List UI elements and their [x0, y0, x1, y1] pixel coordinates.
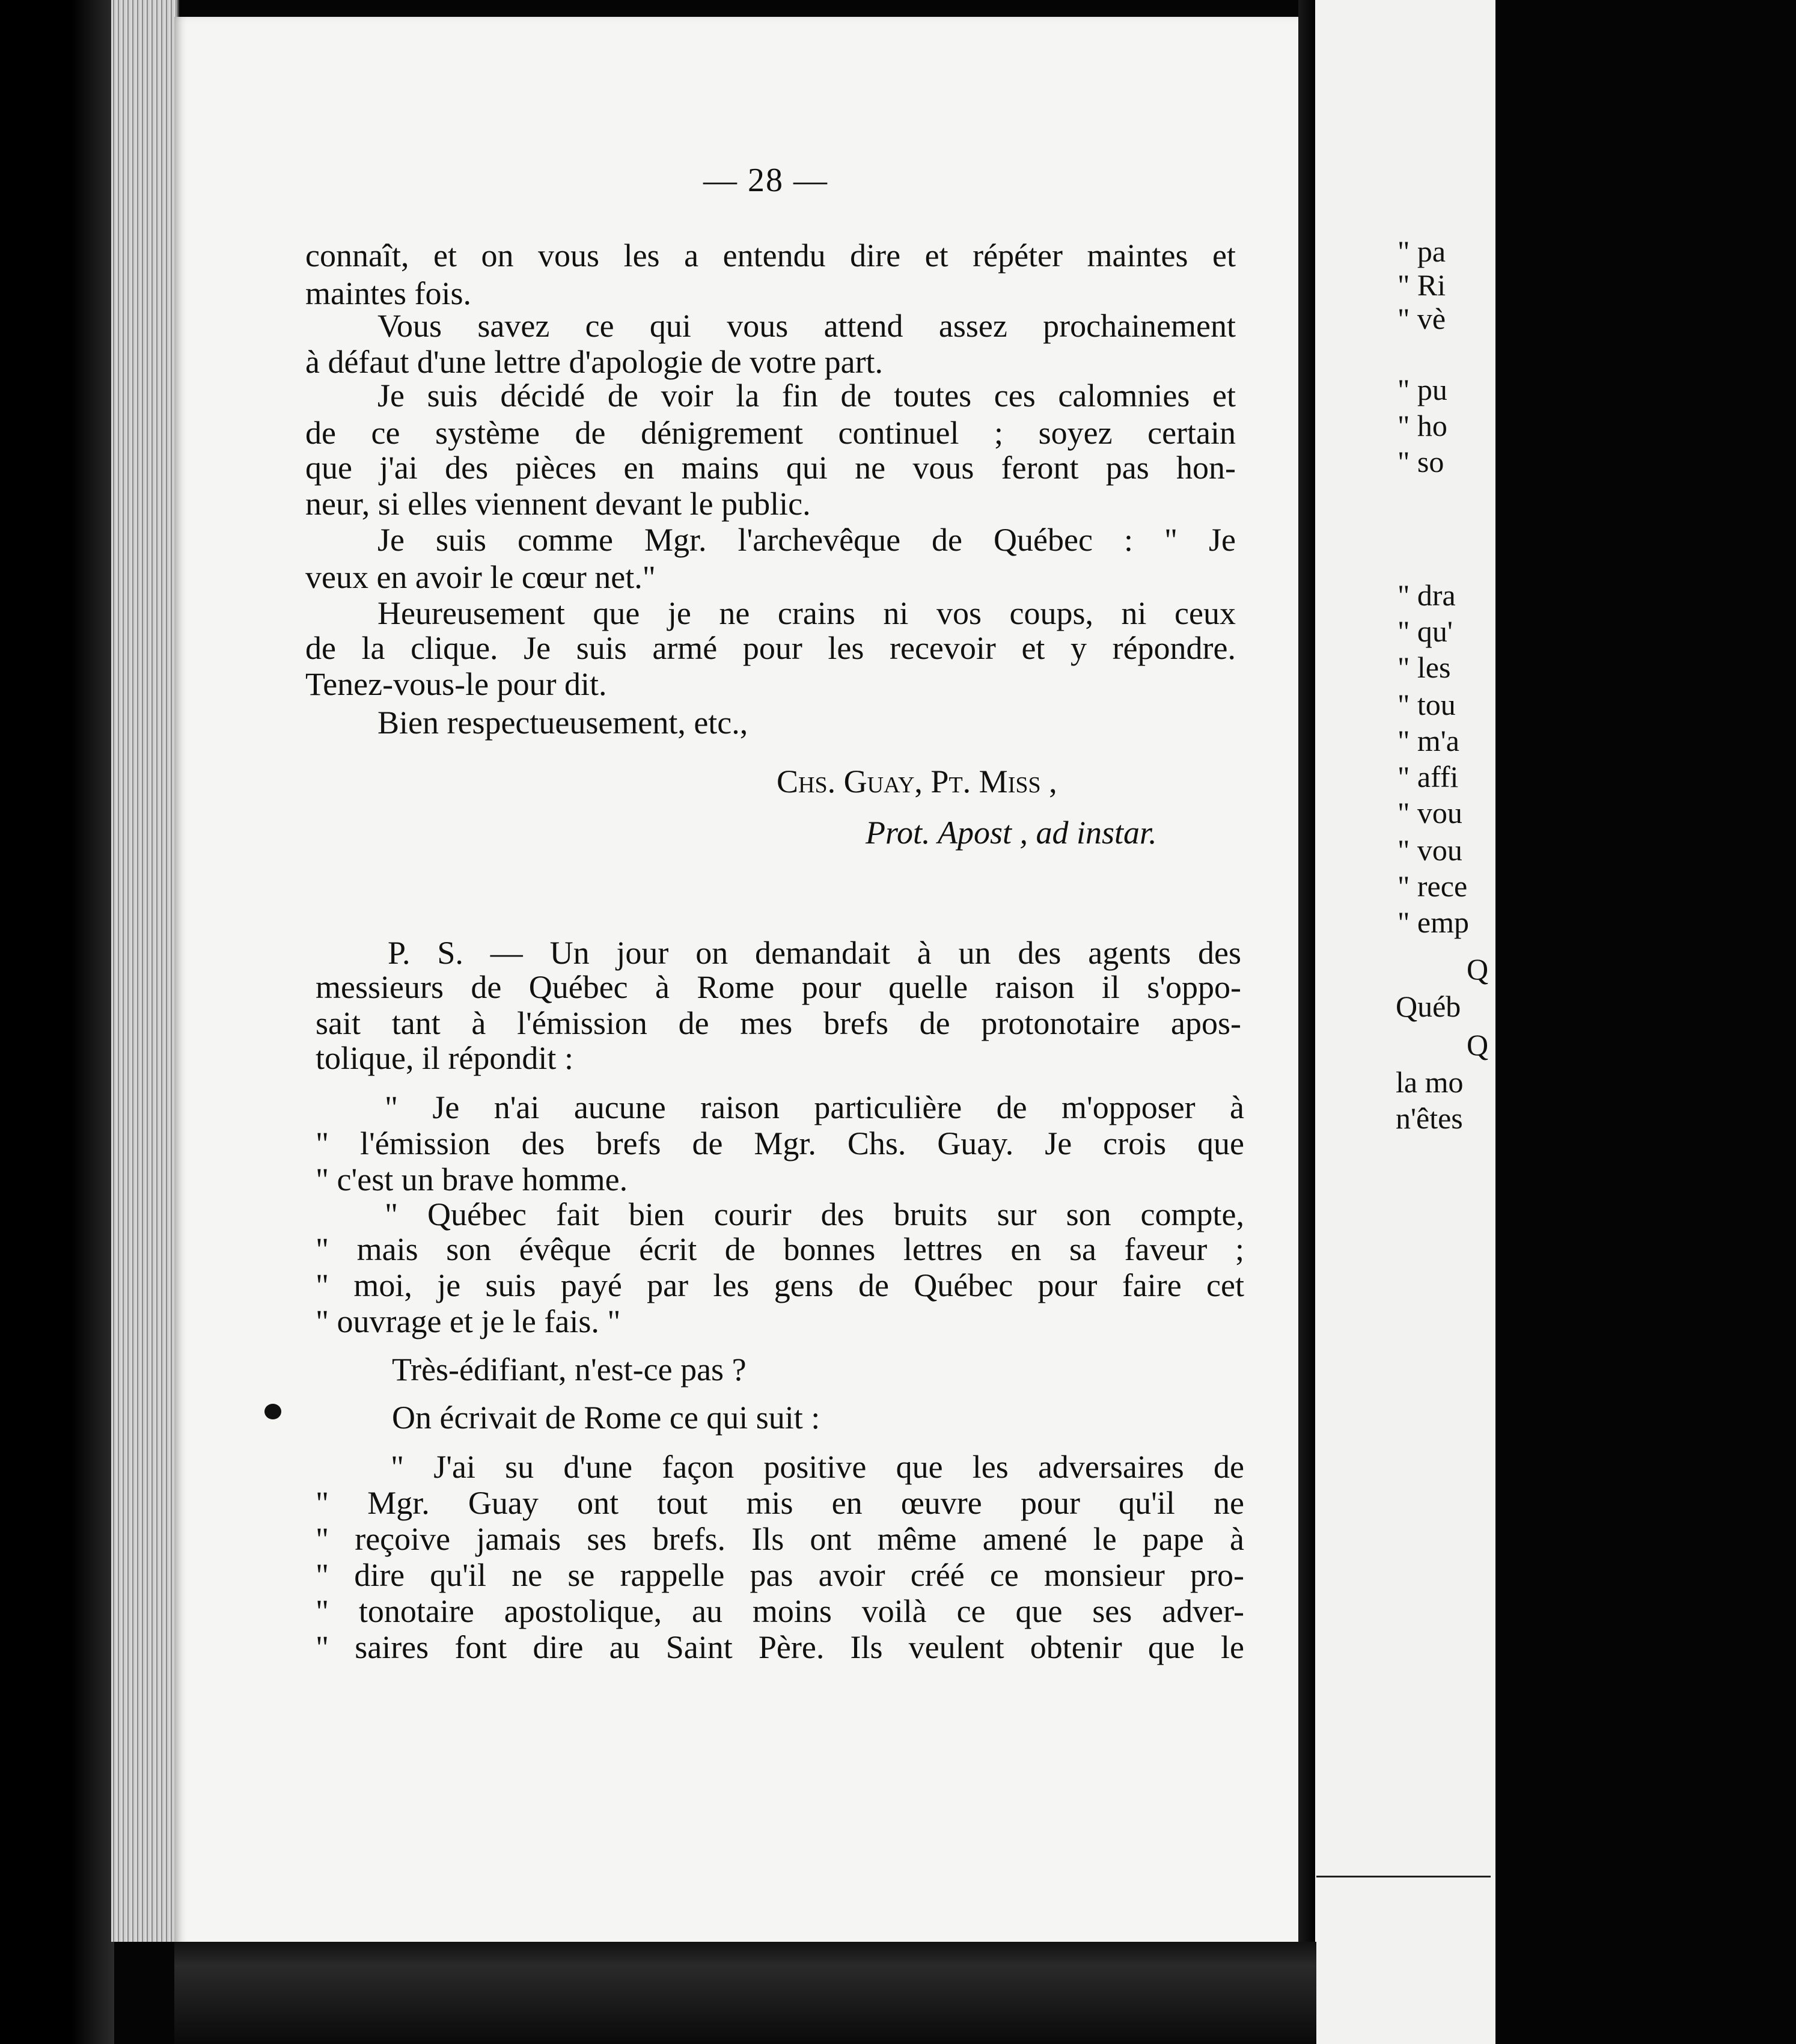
- ps-line: " reçoive jamais ses brefs. Ils ont même amené le pape à: [316, 1521, 1244, 1557]
- facing-page-fragment: " dra: [1397, 578, 1456, 612]
- ps-line: " saires font dire au Saint Père. Ils veulent obtenir que le: [316, 1629, 1244, 1665]
- facing-page-fragment: Q: [1467, 952, 1489, 986]
- text-line: de ce système de dénigrement continuel ; soyez certain: [305, 415, 1236, 451]
- text-line: veux en avoir le cœur net.": [305, 559, 656, 595]
- facing-page-fragment: " ho: [1397, 409, 1447, 442]
- facing-page-fragment: " vou: [1397, 833, 1462, 867]
- facing-page-fragment: " so: [1397, 445, 1444, 479]
- ps-line: sait tant à l'émission de mes brefs de protonotaire apos-: [316, 1005, 1241, 1041]
- facing-page-fragment: " emp: [1397, 905, 1469, 939]
- text-line: Je suis décidé de voir la fin de toutes ces calomnies et: [377, 378, 1236, 414]
- text-line: connaît, et on vous les a entendu dire et répéter maintes et: [305, 237, 1236, 274]
- text-line: Je suis comme Mgr. l'archevêque de Québec : " Je: [377, 522, 1236, 558]
- facing-page-fragment: " Ri: [1397, 268, 1446, 302]
- ps-line: " tonotaire apostolique, au moins voilà ce que ses adver-: [316, 1593, 1244, 1629]
- facing-page-fragment: n'êtes: [1396, 1101, 1463, 1135]
- text-line: de la clique. Je suis armé pour les recevoir et y répondre.: [305, 630, 1236, 666]
- facing-page-rule: [1316, 1876, 1491, 1877]
- ps-line: " moi, je suis payé par les gens de Québec pour faire cet: [316, 1267, 1244, 1303]
- text-line: Tenez-vous-le pour dit.: [305, 666, 607, 702]
- text-line: Vous savez ce qui vous attend assez prochainement: [377, 308, 1236, 344]
- text-line: Heureusement que je ne crains ni vos coups, ni ceux: [377, 595, 1236, 631]
- binding-shadow: [1298, 0, 1316, 1984]
- facing-page-fragment: " pu: [1397, 373, 1447, 406]
- text-line: neur, si elles viennent devant le public.: [305, 486, 811, 522]
- text-line: Bien respectueusement, etc.,: [377, 705, 748, 741]
- ps-line: " l'émission des brefs de Mgr. Chs. Guay. Je crois que: [316, 1125, 1244, 1161]
- ps-line: " mais son évêque écrit de bonnes lettres en sa faveur ;: [316, 1231, 1244, 1267]
- page-number: — 28 —: [703, 162, 828, 199]
- page-bottom-shadow: [174, 1942, 1316, 2044]
- ps-line: tolique, il répondit :: [316, 1040, 573, 1076]
- ps-line: Très-édifiant, n'est-ce pas ?: [392, 1351, 747, 1388]
- ps-line: " dire qu'il ne se rappelle pas avoir créé ce monsieur pro-: [316, 1557, 1244, 1593]
- ps-line: " Je n'ai aucune raison particulière de m'opposer à: [385, 1089, 1244, 1125]
- signature-title: Prot. Apost , ad instar.: [866, 815, 1157, 851]
- page-edges: [111, 0, 179, 1942]
- ps-line: " Québec fait bien courir des bruits sur son compte,: [385, 1196, 1244, 1232]
- facing-page-fragment: Q: [1467, 1028, 1489, 1062]
- facing-page-fragment: la mo: [1396, 1065, 1464, 1099]
- facing-page-fragment: " pa: [1397, 234, 1446, 268]
- facing-page-fragment: " rece: [1397, 869, 1468, 903]
- ink-blot: [264, 1404, 281, 1419]
- ps-line: " Mgr. Guay ont tout mis en œuvre pour qu'il ne: [316, 1485, 1244, 1521]
- facing-page-fragment: " les: [1397, 650, 1451, 684]
- facing-page-fragment: " m'a: [1397, 724, 1460, 757]
- text-line: maintes fois.: [305, 275, 471, 311]
- ps-line: messieurs de Québec à Rome pour quelle raison il s'oppo-: [316, 969, 1241, 1005]
- ps-line: " J'ai su d'une façon positive que les adversaires de: [391, 1449, 1244, 1485]
- facing-page-fragment: " affi: [1397, 760, 1459, 794]
- ps-line: " c'est un brave homme.: [316, 1161, 628, 1198]
- text-line: que j'ai des pièces en mains qui ne vous feront pas hon-: [305, 450, 1236, 486]
- ps-line: P. S. — Un jour on demandait à un des agents des: [388, 935, 1241, 971]
- facing-page-fragment: " vou: [1397, 796, 1462, 830]
- ps-line: " ouvrage et je le fais. ": [316, 1303, 621, 1339]
- facing-page-fragment: Québ: [1396, 990, 1461, 1023]
- facing-page-fragment: " tou: [1397, 688, 1456, 721]
- left-page-block: [0, 0, 114, 2044]
- signature-name: Chs. Guay, Pt. Miss ,: [777, 763, 1057, 800]
- ps-line: On écrivait de Rome ce qui suit :: [392, 1400, 820, 1436]
- facing-page-fragment: " qu': [1397, 614, 1453, 648]
- text-line: à défaut d'une lettre d'apologie de votre part.: [305, 344, 884, 380]
- facing-page-fragment: " vè: [1397, 302, 1446, 335]
